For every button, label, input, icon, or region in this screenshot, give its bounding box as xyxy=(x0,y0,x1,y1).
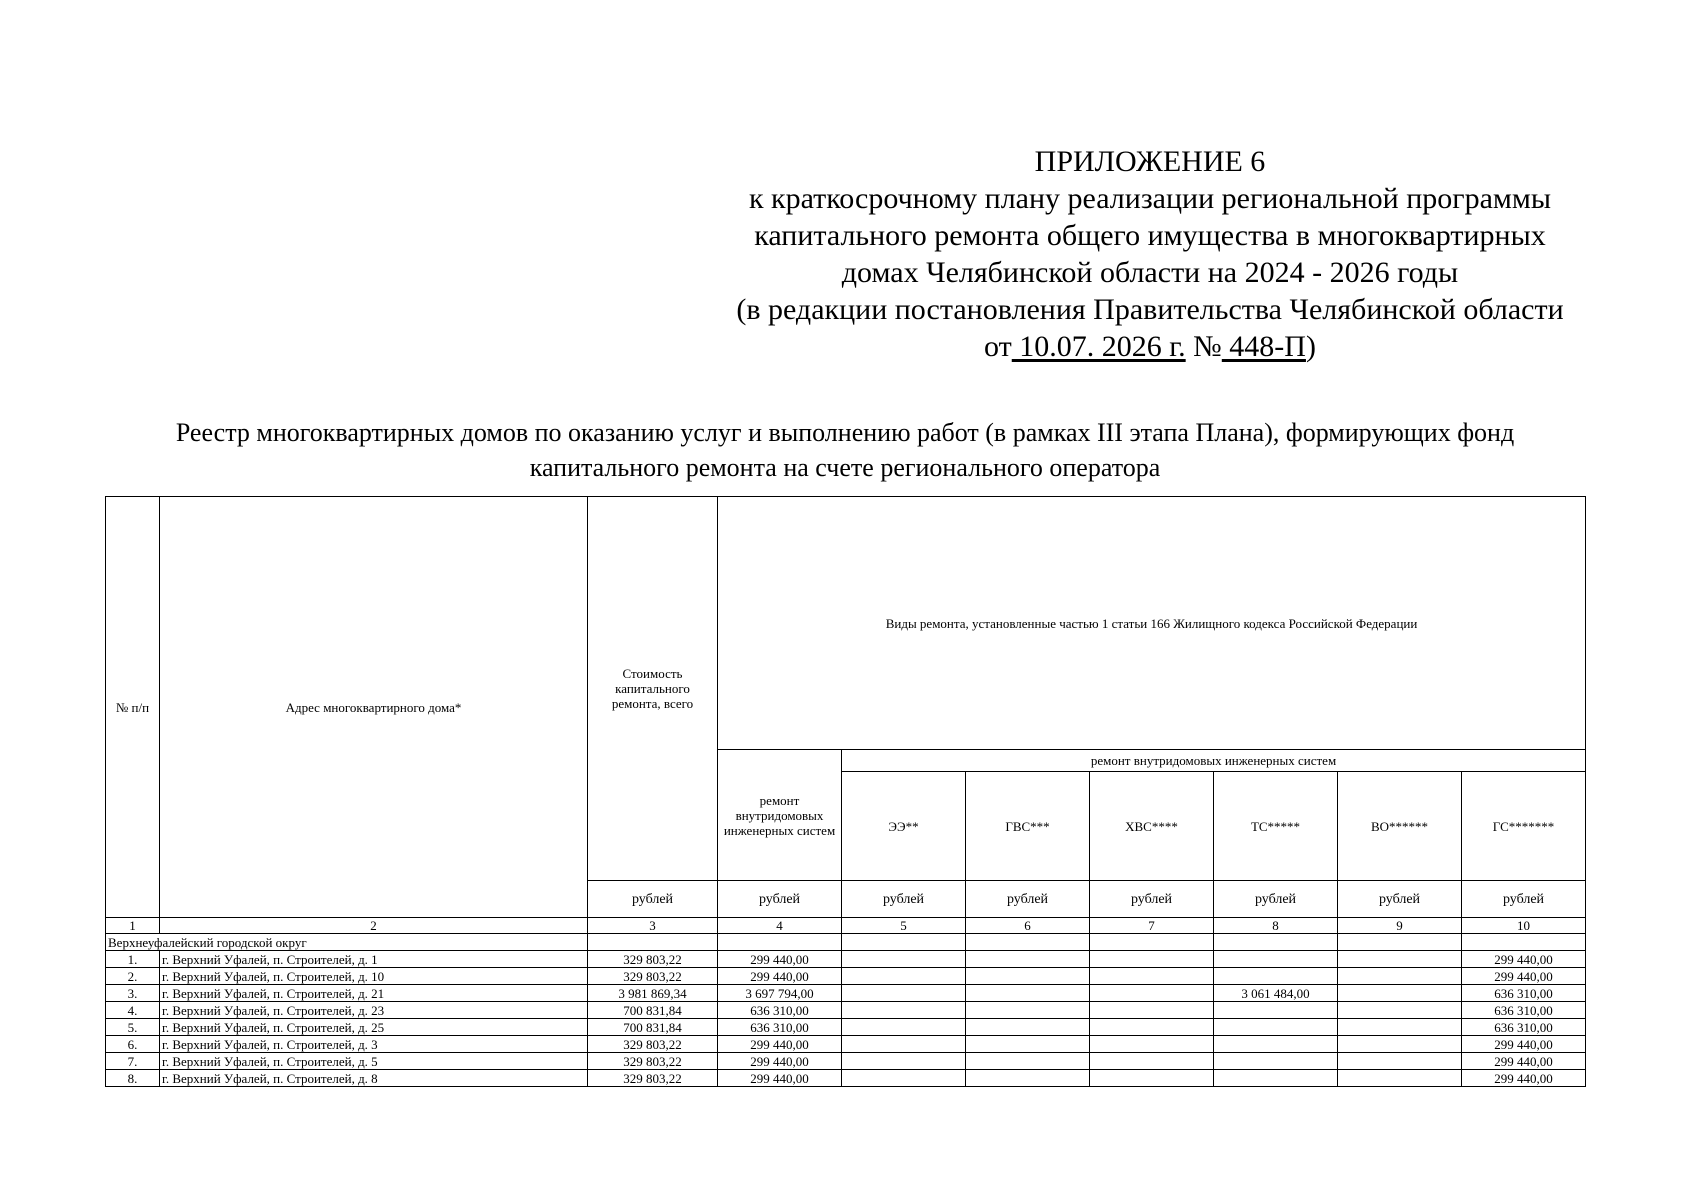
empty-cell xyxy=(1338,934,1462,951)
row-ee xyxy=(842,1019,966,1036)
col-header-systems: ремонт внутридомовых инженерных систем xyxy=(718,750,842,881)
row-hvs xyxy=(1090,1053,1214,1070)
row-cost: 329 803,22 xyxy=(588,968,718,985)
district-row xyxy=(106,934,1586,951)
row-cost: 329 803,22 xyxy=(588,1053,718,1070)
unit-cell: рублей xyxy=(718,881,842,918)
row-address: г. Верхний Уфалей, п. Строителей, д. 23 xyxy=(160,1002,588,1019)
table-row xyxy=(106,985,1586,1002)
col-header-ts: ТС***** xyxy=(1214,772,1338,881)
row-systems: 3 697 794,00 xyxy=(718,985,842,1002)
row-cost: 3 981 869,34 xyxy=(588,985,718,1002)
row-gs: 299 440,00 xyxy=(1462,1070,1586,1087)
row-hvs xyxy=(1090,985,1214,1002)
row-hvs xyxy=(1090,1036,1214,1053)
unit-cell: рублей xyxy=(1338,881,1462,918)
col-header-repair-types: Виды ремонта, установленные частью 1 статьи 166 Жилищного кодекса Российской Федерации xyxy=(718,497,1586,750)
row-systems: 299 440,00 xyxy=(718,1036,842,1053)
row-address: г. Верхний Уфалей, п. Строителей, д. 5 xyxy=(160,1053,588,1070)
appendix-line-4: домах Челябинской области на 2024 - 2026 годы xyxy=(841,256,1459,289)
registry-rows xyxy=(106,951,1586,1087)
row-systems: 299 440,00 xyxy=(718,968,842,985)
row-number: 4. xyxy=(106,1002,160,1019)
empty-cell xyxy=(1462,934,1586,951)
appendix-line-6 xyxy=(700,328,1600,365)
row-gs: 299 440,00 xyxy=(1462,968,1586,985)
row-address: г. Верхний Уфалей, п. Строителей, д. 3 xyxy=(160,1036,588,1053)
row-cost: 700 831,84 xyxy=(588,1019,718,1036)
col-number: 2 xyxy=(160,918,588,934)
row-number: 2. xyxy=(106,968,160,985)
row-cost: 329 803,22 xyxy=(588,1036,718,1053)
empty-cell xyxy=(588,934,718,951)
col-header-gs: ГС******* xyxy=(1462,772,1586,881)
row-gvs xyxy=(966,1070,1090,1087)
col-header-num: № п/п xyxy=(106,497,160,918)
table-row xyxy=(106,951,1586,968)
row-gs: 299 440,00 xyxy=(1462,1036,1586,1053)
row-vo xyxy=(1338,1036,1462,1053)
row-cost: 700 831,84 xyxy=(588,1002,718,1019)
col-header-vo: ВО****** xyxy=(1338,772,1462,881)
row-address: г. Верхний Уфалей, п. Строителей, д. 21 xyxy=(160,985,588,1002)
empty-cell xyxy=(1090,934,1214,951)
row-ts xyxy=(1214,1053,1338,1070)
row-vo xyxy=(1338,968,1462,985)
row-gs: 636 310,00 xyxy=(1462,1002,1586,1019)
row-ts xyxy=(1214,1036,1338,1053)
resolution-date: 10.07. 2026 г. xyxy=(1011,330,1186,363)
col-number: 3 xyxy=(588,918,718,934)
row-gs: 636 310,00 xyxy=(1462,1019,1586,1036)
district-name: Верхнеуфалейский городской округ xyxy=(106,934,588,951)
row-hvs xyxy=(1090,951,1214,968)
table-row xyxy=(106,1036,1586,1053)
row-gvs xyxy=(966,1053,1090,1070)
row-ts: 3 061 484,00 xyxy=(1214,985,1338,1002)
row-ts xyxy=(1214,1070,1338,1087)
unit-cell: рублей xyxy=(1214,881,1338,918)
row-vo xyxy=(1338,951,1462,968)
row-number: 7. xyxy=(106,1053,160,1070)
unit-cell: рублей xyxy=(1462,881,1586,918)
col-number: 10 xyxy=(1462,918,1586,934)
col-number: 9 xyxy=(1338,918,1462,934)
col-header-systems-group: ремонт внутридомовых инженерных систем xyxy=(842,750,1586,772)
registry-table xyxy=(105,496,1586,1087)
col-number: 6 xyxy=(966,918,1090,934)
row-hvs xyxy=(1090,1002,1214,1019)
row-gvs xyxy=(966,985,1090,1002)
table-row xyxy=(106,1019,1586,1036)
col-header-ee: ЭЭ** xyxy=(842,772,966,881)
column-numbers-row xyxy=(106,918,1586,934)
row-gs: 636 310,00 xyxy=(1462,985,1586,1002)
col-number: 4 xyxy=(718,918,842,934)
row-systems: 636 310,00 xyxy=(718,1002,842,1019)
resolution-number: 448-П xyxy=(1221,330,1306,363)
row-hvs xyxy=(1090,1070,1214,1087)
row-number: 6. xyxy=(106,1036,160,1053)
row-vo xyxy=(1338,1070,1462,1087)
appendix-line-5: (в редакции постановления Правительства Челябинской области xyxy=(736,293,1564,326)
row-ts xyxy=(1214,1002,1338,1019)
empty-cell xyxy=(966,934,1090,951)
row-ts xyxy=(1214,968,1338,985)
row-ee xyxy=(842,951,966,968)
row-gvs xyxy=(966,1019,1090,1036)
table-row xyxy=(106,1070,1586,1087)
row-systems: 299 440,00 xyxy=(718,1070,842,1087)
row-vo xyxy=(1338,1053,1462,1070)
row-gs: 299 440,00 xyxy=(1462,1053,1586,1070)
empty-cell xyxy=(842,934,966,951)
row-gs: 299 440,00 xyxy=(1462,951,1586,968)
row-address: г. Верхний Уфалей, п. Строителей, д. 8 xyxy=(160,1070,588,1087)
col-header-hvs: ХВС**** xyxy=(1090,772,1214,881)
appendix-header xyxy=(700,143,1600,365)
col-number: 7 xyxy=(1090,918,1214,934)
unit-cell: рублей xyxy=(842,881,966,918)
col-header-gvs: ГВС*** xyxy=(966,772,1090,881)
row-hvs xyxy=(1090,1019,1214,1036)
row-systems: 299 440,00 xyxy=(718,951,842,968)
row-vo xyxy=(1338,1019,1462,1036)
appendix-line-3: капитального ремонта общего имущества в многоквартирных xyxy=(754,219,1546,252)
row-systems: 299 440,00 xyxy=(718,1053,842,1070)
number-sign: № xyxy=(1185,330,1222,363)
row-cost: 329 803,22 xyxy=(588,1070,718,1087)
row-number: 1. xyxy=(106,951,160,968)
registry-title-line-1: Реестр многоквартирных домов по оказанию услуг и выполнению работ (в рамках III этапа Плана), формирующих фонд xyxy=(175,418,1515,447)
row-ee xyxy=(842,1002,966,1019)
row-gvs xyxy=(966,1002,1090,1019)
empty-cell xyxy=(1214,934,1338,951)
registry-title xyxy=(100,415,1590,485)
appendix-line-2: к краткосрочному плану реализации региональной программы xyxy=(748,182,1552,215)
col-header-cost: Стоимость капитального ремонта, всего xyxy=(588,497,718,881)
unit-cell: рублей xyxy=(966,881,1090,918)
col-header-address: Адрес многоквартирного дома* xyxy=(160,497,588,918)
row-ee xyxy=(842,968,966,985)
row-address: г. Верхний Уфалей, п. Строителей, д. 1 xyxy=(160,951,588,968)
col-number: 8 xyxy=(1214,918,1338,934)
closing-paren: ) xyxy=(1305,330,1316,363)
appendix-title: ПРИЛОЖЕНИЕ 6 xyxy=(1034,145,1266,178)
empty-cell xyxy=(718,934,842,951)
table-row xyxy=(106,1002,1586,1019)
table-row xyxy=(106,1053,1586,1070)
col-number: 5 xyxy=(842,918,966,934)
table-row xyxy=(106,968,1586,985)
row-ts xyxy=(1214,1019,1338,1036)
row-number: 5. xyxy=(106,1019,160,1036)
row-number: 8. xyxy=(106,1070,160,1087)
row-hvs xyxy=(1090,968,1214,985)
unit-cell: рублей xyxy=(1090,881,1214,918)
date-prefix: от xyxy=(984,330,1012,363)
row-address: г. Верхний Уфалей, п. Строителей, д. 25 xyxy=(160,1019,588,1036)
row-vo xyxy=(1338,1002,1462,1019)
row-ee xyxy=(842,985,966,1002)
row-ee xyxy=(842,1053,966,1070)
row-gvs xyxy=(966,968,1090,985)
row-ee xyxy=(842,1070,966,1087)
row-ee xyxy=(842,1036,966,1053)
row-gvs xyxy=(966,1036,1090,1053)
unit-cell: рублей xyxy=(588,881,718,918)
row-gvs xyxy=(966,951,1090,968)
registry-title-line-2: капитального ремонта на счете регионального оператора xyxy=(529,453,1161,482)
row-systems: 636 310,00 xyxy=(718,1019,842,1036)
row-ts xyxy=(1214,951,1338,968)
row-vo xyxy=(1338,985,1462,1002)
row-number: 3. xyxy=(106,985,160,1002)
row-cost: 329 803,22 xyxy=(588,951,718,968)
row-address: г. Верхний Уфалей, п. Строителей, д. 10 xyxy=(160,968,588,985)
col-number: 1 xyxy=(106,918,160,934)
